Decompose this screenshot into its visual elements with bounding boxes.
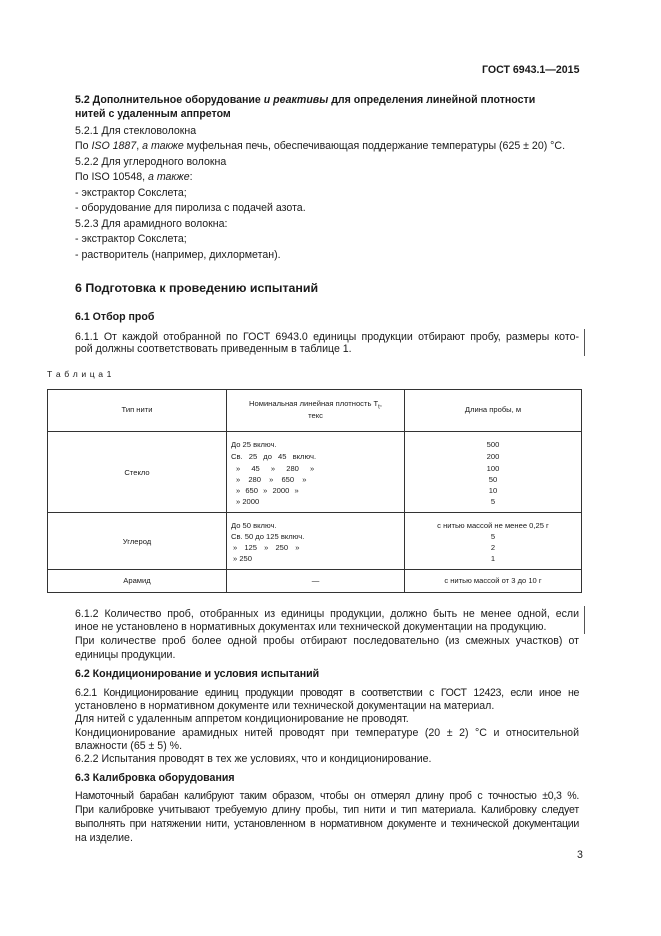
header-subscript: t — [378, 404, 380, 411]
text-italic: ISO 1887 — [91, 140, 137, 152]
text: По — [75, 140, 92, 152]
clause-6-2-2: 6.2.2 Испытания проводят в тех же условиях, что и кондиционирование. — [75, 753, 432, 765]
list-item: - экстрактор Сокслета; — [75, 187, 187, 199]
text-italic: а также — [142, 140, 184, 152]
text: По ISO 10548, — [75, 171, 148, 183]
header-text: , — [379, 399, 382, 408]
clause-6-2-1-line2: установлено в нормативном документе или технической документации на материал. — [75, 700, 495, 712]
text: муфельная печь, обеспечивающая поддержание температуры (625 ± 20) °С. — [183, 140, 566, 152]
density-range: Св. 25 до 45 включ. — [231, 452, 317, 461]
density-range: » 280 » 650 » — [236, 475, 307, 484]
table-row-rule — [47, 569, 582, 570]
section-6-1-title: 6.1 Отбор проб — [75, 311, 155, 323]
clause-6-1-2-line3: При количестве проб более одной пробы отбирают последовательно (из смежных участков) от — [75, 635, 579, 647]
table-caption: Т а б л и ц а 1 — [47, 369, 112, 379]
density-range: » 45 » 280 » — [236, 464, 315, 473]
clause-6-2-1-line1: 6.2.1 Кондиционирование единиц продукции проводят в соответствии с ГОСТ 12423, если иное не — [75, 687, 579, 699]
table-border-right — [581, 389, 582, 593]
column-header-type: Тип нити — [121, 405, 153, 414]
list-item: - экстрактор Сокслета; — [75, 233, 187, 245]
section-6-3-title: 6.3 Калибровка оборудования — [75, 772, 235, 784]
density-range: » 125 » 250 » — [233, 543, 300, 552]
section-5-2-heading — [75, 93, 535, 108]
document-id: ГОСТ 6943.1—2015 — [482, 64, 580, 76]
density-dash: — — [311, 576, 320, 585]
clause-6-1-1-line1: 6.1.1 От каждой отобранной по ГОСТ 6943.0 единицы продукции отбирают пробу, размеры кото- — [75, 331, 579, 343]
row-label-carbon: Углерод — [122, 537, 152, 546]
change-bar — [584, 606, 585, 634]
calibration-line3: выполнять при натяжении нити, установленном в нормативном документе и технической документации — [75, 818, 579, 830]
section-6-title: 6 Подготовка к проведению испытаний — [75, 281, 319, 295]
clause-6-2-1-line3: Для нитей с удаленным аппретом кондиционирование не проводят. — [75, 713, 409, 725]
clause-6-2-1-line5: влажности (65 ± 5) %. — [75, 740, 183, 752]
sample-length: 5 — [490, 532, 496, 541]
heading-part: для определения линейной плотности — [328, 94, 536, 106]
heading-italic: и реактивы — [263, 94, 329, 106]
calibration-line1: Намоточный барабан калибруют таким образом, чтобы он отмерял длину проб с точностью ±0,3 %. — [75, 790, 579, 802]
header-text: Номинальная линейная плотность T — [249, 399, 379, 408]
clause-5-2-2: 5.2.2 Для углеродного волокна — [75, 156, 227, 168]
iso-10548-text — [75, 170, 193, 185]
page-number: 3 — [577, 849, 583, 861]
text-italic: а также — [148, 171, 190, 183]
table-border-top — [47, 389, 582, 390]
change-bar — [584, 329, 585, 356]
section-5-2-heading-line2: нитей с удаленным аппретом — [75, 108, 231, 120]
sample-length: с нитью массой не менее 0,25 г — [437, 521, 549, 530]
clause-6-2-1-line4: Кондиционирование арамидных нитей проводят при температуре (20 ± 2) °С и относительной — [75, 727, 579, 739]
table-row-rule — [47, 512, 582, 513]
density-range: Св. 50 до 125 включ. — [231, 532, 305, 541]
list-item: - растворитель (например, дихлорметан). — [75, 249, 281, 261]
density-range: » 2000 — [236, 497, 260, 506]
clause-6-1-1-line2: рой должны соответствовать приведенным в таблице 1. — [75, 343, 352, 355]
density-range: » 650 » 2000 » — [236, 486, 299, 495]
sample-length: 500 — [486, 440, 500, 449]
column-header-length: Длина пробы, м — [464, 405, 522, 414]
table-border-bottom — [47, 592, 582, 593]
sample-length: 10 — [488, 486, 498, 495]
clause-6-1-2-line2: иное не установлено в нормативных документах или технической документации на продукцию. — [75, 621, 547, 633]
sample-length: 100 — [486, 464, 500, 473]
density-range: До 50 включ. — [231, 521, 277, 530]
calibration-line2: При калибровке учитывают требуемую длину пробы, тип нити и тип материала. Калибровку следует — [75, 804, 579, 816]
iso-1887-text — [75, 139, 565, 154]
sample-length: 50 — [488, 475, 498, 484]
sample-length: с нитью массой от 3 до 10 г — [444, 576, 542, 585]
list-item: - оборудование для пиролиза с подачей азота. — [75, 202, 306, 214]
column-header-density-unit: текс — [308, 411, 323, 420]
sample-length: 1 — [490, 554, 496, 563]
text: : — [189, 171, 193, 183]
table-header-rule — [47, 431, 582, 432]
density-range: До 25 включ. — [231, 440, 277, 449]
row-label-glass: Стекло — [124, 468, 150, 477]
heading-part: 5.2 Дополнительное оборудование — [75, 94, 264, 106]
clause-5-2-1: 5.2.1 Для стекловолокна — [75, 125, 197, 137]
row-label-aramid: Арамид — [123, 576, 151, 585]
sample-length: 200 — [486, 452, 500, 461]
table-border-left — [47, 389, 48, 593]
sample-length: 2 — [490, 543, 496, 552]
calibration-line4: на изделие. — [75, 832, 133, 844]
sample-length: 5 — [490, 497, 496, 506]
clause-5-2-3: 5.2.3 Для арамидного волокна: — [75, 218, 228, 230]
text: , — [136, 140, 143, 152]
section-6-2-title: 6.2 Кондиционирование и условия испытаний — [75, 668, 320, 680]
density-range: » 250 — [233, 554, 253, 563]
clause-6-1-2-line4: единицы продукции. — [75, 649, 176, 661]
clause-6-1-2-line1: 6.1.2 Количество проб, отобранных из единицы продукции, должно быть не менее одной, если — [75, 608, 579, 620]
